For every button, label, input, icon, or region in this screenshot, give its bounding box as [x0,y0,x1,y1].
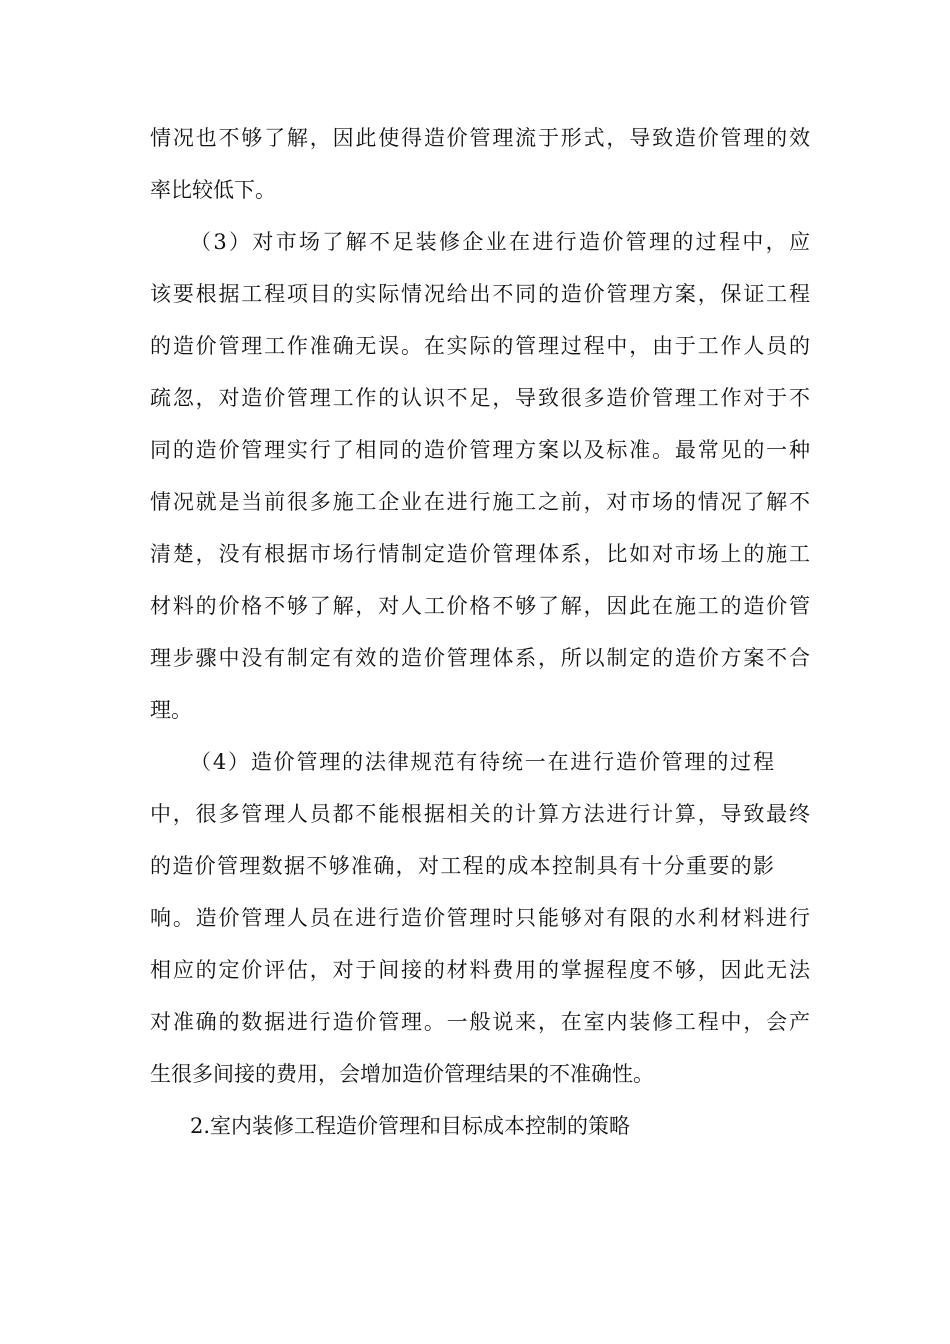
paragraph-line: 理步骤中没有制定有效的造价管理体系，所以制定的造价方案不合 [150,646,810,670]
paragraph-line: （3）对市场了解不足装修企业在进行造价管理的过程中，应 [190,230,810,254]
paragraph-line: 率比较低下。 [150,178,276,202]
paragraph-line: 材料的价格不够了解，对人工价格不够了解，因此在施工的造价管 [150,594,810,618]
paragraph-line: 同的造价管理实行了相同的造价管理方案以及标准。最常见的一种 [150,438,810,462]
paragraph-line: 对准确的数据进行造价管理。一般说来，在室内装修工程中，会产 [150,1010,810,1034]
paragraph-line: 响。造价管理人员在进行造价管理时只能够对有限的水利材料进行 [150,906,810,930]
paragraph-line: 生很多间接的费用，会增加造价管理结果的不准确性。 [150,1062,654,1086]
paragraph-line: 的造价管理数据不够准确，对工程的成本控制具有十分重要的影 [150,854,774,878]
paragraph-line: 中，很多管理人员都不能根据相关的计算方法进行计算，导致最终 [150,802,810,826]
paragraph-line: 该要根据工程项目的实际情况给出不同的造价管理方案，保证工程 [150,282,810,306]
paragraph-line: （4）造价管理的法律规范有待统一在进行造价管理的过程 [190,750,774,774]
paragraph-line: 情况也不够了解，因此使得造价管理流于形式，导致造价管理的效 [150,126,810,150]
paragraph-line: 疏忽，对造价管理工作的认识不足，导致很多造价管理工作对于不 [150,386,810,410]
paragraph-line: 情况就是当前很多施工企业在进行施工之前，对市场的情况了解不 [150,490,810,514]
paragraph-line: 相应的定价评估，对于间接的材料费用的掌握程度不够，因此无法 [150,958,810,982]
paragraph-line: 的造价管理工作准确无误。在实际的管理过程中，由于工作人员的 [150,334,810,358]
section-heading: 2.室内装修工程造价管理和目标成本控制的策略 [190,1114,631,1138]
paragraph-line: 清楚，没有根据市场行情制定造价管理体系，比如对市场上的施工 [150,542,810,566]
paragraph-line: 理。 [150,698,192,722]
